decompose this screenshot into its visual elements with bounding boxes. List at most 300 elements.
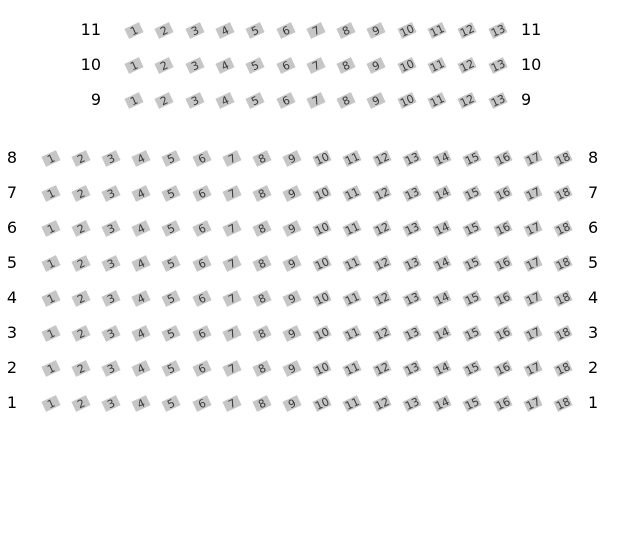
seat-number: 18 [553, 324, 572, 342]
seat-7-13[interactable] [403, 185, 422, 202]
seat-number: 15 [463, 289, 482, 307]
seat-10-11[interactable] [427, 57, 446, 74]
seat-6-12[interactable] [373, 220, 392, 237]
seat-number: 14 [433, 394, 452, 412]
seat-2-3[interactable] [102, 360, 121, 377]
seat-6-4[interactable] [132, 220, 151, 237]
seat-9-3[interactable] [185, 92, 204, 109]
seat-2-16[interactable] [493, 360, 512, 377]
seat-10-13[interactable] [488, 57, 507, 74]
seat-6-8[interactable] [252, 220, 271, 237]
seat-4-9[interactable] [282, 290, 301, 307]
seat-9-4[interactable] [215, 92, 234, 109]
seat-6-18[interactable] [553, 220, 572, 237]
row-label-right: 4 [588, 288, 599, 307]
seat-number: 16 [493, 184, 512, 202]
seat-8-2[interactable] [72, 150, 91, 167]
seat-9-8[interactable] [337, 92, 356, 109]
seat-1-14[interactable] [433, 395, 452, 412]
row-label-right: 8 [588, 148, 599, 167]
seat-number: 12 [373, 184, 392, 202]
seat-number: 6 [279, 92, 292, 108]
seat-1-12[interactable] [373, 395, 392, 412]
seat-6-16[interactable] [493, 220, 512, 237]
seat-number: 3 [105, 150, 118, 166]
seat-3-15[interactable] [463, 325, 482, 342]
seat-11-7[interactable] [306, 22, 325, 39]
seat-1-7[interactable] [222, 395, 241, 412]
seat-3-8[interactable] [252, 325, 271, 342]
seat-number: 15 [463, 359, 482, 377]
seat-10-1[interactable] [124, 57, 143, 74]
seat-8-12[interactable] [373, 150, 392, 167]
seat-number: 9 [285, 325, 298, 341]
seat-7-18[interactable] [553, 185, 572, 202]
seat-8-7[interactable] [222, 150, 241, 167]
seat-4-12[interactable] [373, 290, 392, 307]
seat-11-9[interactable] [367, 22, 386, 39]
seat-4-6[interactable] [192, 290, 211, 307]
seat-number: 14 [433, 359, 452, 377]
seat-1-13[interactable] [403, 395, 422, 412]
seat-number: 17 [523, 324, 542, 342]
seat-10-12[interactable] [458, 57, 477, 74]
seat-number: 7 [225, 395, 238, 411]
seat-number: 7 [225, 150, 238, 166]
seat-5-5[interactable] [162, 255, 181, 272]
seat-1-8[interactable] [252, 395, 271, 412]
seat-number: 12 [373, 359, 392, 377]
seat-2-14[interactable] [433, 360, 452, 377]
seat-number: 12 [373, 394, 392, 412]
seat-number: 10 [312, 289, 331, 307]
seat-8-5[interactable] [162, 150, 181, 167]
seat-4-16[interactable] [493, 290, 512, 307]
seat-7-3[interactable] [102, 185, 121, 202]
seat-number: 17 [523, 289, 542, 307]
seat-6-15[interactable] [463, 220, 482, 237]
seat-number: 2 [75, 150, 88, 166]
seat-11-8[interactable] [337, 22, 356, 39]
seat-number: 6 [195, 395, 208, 411]
seat-7-6[interactable] [192, 185, 211, 202]
seat-8-15[interactable] [463, 150, 482, 167]
row-label-left: 5 [6, 253, 17, 272]
seat-1-18[interactable] [553, 395, 572, 412]
seat-number: 1 [45, 290, 57, 306]
seat-7-7[interactable] [222, 185, 241, 202]
seat-number: 7 [309, 92, 322, 108]
seat-3-10[interactable] [312, 325, 331, 342]
seat-number: 8 [255, 255, 268, 271]
seat-2-18[interactable] [553, 360, 572, 377]
seat-4-8[interactable] [252, 290, 271, 307]
seat-7-5[interactable] [162, 185, 181, 202]
seat-2-2[interactable] [72, 360, 91, 377]
row-label-left: 10 [80, 55, 101, 74]
seat-number: 14 [433, 254, 452, 272]
seat-number: 2 [75, 360, 88, 376]
seat-number: 14 [433, 324, 452, 342]
seat-number: 12 [458, 91, 477, 109]
seat-10-10[interactable] [397, 57, 416, 74]
seat-1-9[interactable] [282, 395, 301, 412]
seat-11-4[interactable] [215, 22, 234, 39]
seat-number: 8 [255, 360, 268, 376]
seat-2-6[interactable] [192, 360, 211, 377]
seat-7-16[interactable] [493, 185, 512, 202]
seat-5-12[interactable] [373, 255, 392, 272]
seat-number: 7 [225, 185, 238, 201]
seat-3-18[interactable] [553, 325, 572, 342]
seat-number: 1 [128, 57, 140, 73]
seat-number: 6 [195, 150, 208, 166]
seat-11-12[interactable] [458, 22, 477, 39]
seat-3-16[interactable] [493, 325, 512, 342]
seat-11-6[interactable] [276, 22, 295, 39]
seat-2-12[interactable] [373, 360, 392, 377]
seat-1-3[interactable] [102, 395, 121, 412]
seat-4-13[interactable] [403, 290, 422, 307]
seat-4-18[interactable] [553, 290, 572, 307]
seat-7-4[interactable] [132, 185, 151, 202]
seat-number: 5 [165, 360, 178, 376]
seat-1-6[interactable] [192, 395, 211, 412]
seat-10-5[interactable] [246, 57, 265, 74]
seat-9-5[interactable] [246, 92, 265, 109]
seat-1-4[interactable] [132, 395, 151, 412]
seat-11-3[interactable] [185, 22, 204, 39]
seat-9-7[interactable] [306, 92, 325, 109]
seat-1-2[interactable] [72, 395, 91, 412]
seat-7-10[interactable] [312, 185, 331, 202]
seat-number: 16 [493, 289, 512, 307]
seat-number: 13 [403, 394, 422, 412]
seat-5-17[interactable] [523, 255, 542, 272]
seat-number: 3 [105, 360, 118, 376]
seat-number: 2 [75, 255, 88, 271]
seat-11-1[interactable] [124, 22, 143, 39]
seat-number: 11 [342, 219, 362, 237]
seat-number: 16 [493, 254, 512, 272]
seat-number: 11 [342, 359, 362, 377]
seat-number: 13 [403, 359, 422, 377]
seat-2-8[interactable] [252, 360, 271, 377]
seat-2-17[interactable] [523, 360, 542, 377]
seat-8-6[interactable] [192, 150, 211, 167]
seat-number: 4 [135, 395, 148, 411]
seat-10-4[interactable] [215, 57, 234, 74]
seat-number: 9 [370, 92, 383, 108]
seat-number: 14 [433, 289, 452, 307]
row-label-right: 11 [521, 20, 542, 39]
seat-7-1[interactable] [41, 185, 60, 202]
seat-5-9[interactable] [282, 255, 301, 272]
seat-7-12[interactable] [373, 185, 392, 202]
seat-8-8[interactable] [252, 150, 271, 167]
seat-number: 6 [195, 220, 208, 236]
seat-8-13[interactable] [403, 150, 422, 167]
seat-number: 17 [523, 359, 542, 377]
seat-number: 8 [255, 150, 268, 166]
row-label-right: 5 [588, 253, 599, 272]
seat-2-13[interactable] [403, 360, 422, 377]
seat-9-9[interactable] [367, 92, 386, 109]
seat-number: 1 [45, 150, 57, 166]
seat-9-2[interactable] [155, 92, 174, 109]
seat-5-10[interactable] [312, 255, 331, 272]
seat-number: 6 [279, 57, 292, 73]
seat-3-2[interactable] [72, 325, 91, 342]
seat-10-8[interactable] [337, 57, 356, 74]
seat-4-1[interactable] [41, 290, 60, 307]
row-label-left: 1 [6, 393, 17, 412]
row-label-right: 3 [588, 323, 599, 342]
seat-10-6[interactable] [276, 57, 295, 74]
seat-9-10[interactable] [397, 92, 416, 109]
seat-3-3[interactable] [102, 325, 121, 342]
seat-number: 5 [249, 57, 262, 73]
seat-6-14[interactable] [433, 220, 452, 237]
seat-number: 7 [309, 22, 322, 38]
seat-6-10[interactable] [312, 220, 331, 237]
seat-1-15[interactable] [463, 395, 482, 412]
seat-11-11[interactable] [427, 22, 446, 39]
seat-8-1[interactable] [41, 150, 60, 167]
row-label-left: 11 [80, 20, 101, 39]
seat-5-18[interactable] [553, 255, 572, 272]
seat-8-11[interactable] [342, 150, 361, 167]
seat-3-14[interactable] [433, 325, 452, 342]
seat-number: 15 [463, 184, 482, 202]
seat-3-12[interactable] [373, 325, 392, 342]
seat-number: 3 [188, 57, 201, 73]
seat-number: 1 [45, 255, 57, 271]
seat-8-16[interactable] [493, 150, 512, 167]
seat-number: 15 [463, 324, 482, 342]
seat-number: 9 [370, 22, 383, 38]
seat-9-6[interactable] [276, 92, 295, 109]
seat-4-17[interactable] [523, 290, 542, 307]
seat-number: 5 [165, 325, 178, 341]
seat-5-8[interactable] [252, 255, 271, 272]
seat-number: 6 [195, 325, 208, 341]
seat-6-17[interactable] [523, 220, 542, 237]
seat-number: 9 [285, 185, 298, 201]
seat-5-15[interactable] [463, 255, 482, 272]
row-label-left: 8 [6, 148, 17, 167]
seat-number: 15 [463, 394, 482, 412]
seat-number: 1 [128, 92, 140, 108]
seat-5-3[interactable] [102, 255, 121, 272]
seat-number: 18 [553, 184, 572, 202]
seat-number: 10 [312, 359, 331, 377]
seat-4-14[interactable] [433, 290, 452, 307]
seat-6-6[interactable] [192, 220, 211, 237]
seat-2-1[interactable] [41, 360, 60, 377]
seat-6-1[interactable] [41, 220, 60, 237]
seat-number: 18 [553, 394, 572, 412]
seat-number: 13 [403, 289, 422, 307]
seat-6-7[interactable] [222, 220, 241, 237]
seat-7-11[interactable] [342, 185, 361, 202]
seat-number: 10 [312, 219, 331, 237]
seat-number: 13 [488, 56, 507, 74]
seat-8-4[interactable] [132, 150, 151, 167]
seat-5-13[interactable] [403, 255, 422, 272]
seat-4-11[interactable] [342, 290, 361, 307]
row-label-right: 7 [588, 183, 599, 202]
seat-8-18[interactable] [553, 150, 572, 167]
seat-11-10[interactable] [397, 22, 416, 39]
seat-2-4[interactable] [132, 360, 151, 377]
seat-9-11[interactable] [427, 92, 446, 109]
seat-4-7[interactable] [222, 290, 241, 307]
seat-3-17[interactable] [523, 325, 542, 342]
seat-2-10[interactable] [312, 360, 331, 377]
seat-number: 2 [75, 220, 88, 236]
seat-3-7[interactable] [222, 325, 241, 342]
seat-number: 18 [553, 219, 572, 237]
seat-number: 17 [523, 394, 542, 412]
seat-4-3[interactable] [102, 290, 121, 307]
seat-5-14[interactable] [433, 255, 452, 272]
seat-10-2[interactable] [155, 57, 174, 74]
seat-number: 13 [403, 184, 422, 202]
seat-5-2[interactable] [72, 255, 91, 272]
seat-8-14[interactable] [433, 150, 452, 167]
seat-4-10[interactable] [312, 290, 331, 307]
seat-4-2[interactable] [72, 290, 91, 307]
seat-1-10[interactable] [312, 395, 331, 412]
seat-8-17[interactable] [523, 150, 542, 167]
seat-11-2[interactable] [155, 22, 174, 39]
seat-number: 12 [458, 56, 477, 74]
seat-number: 8 [255, 185, 268, 201]
seat-number: 11 [427, 91, 447, 109]
seat-number: 13 [403, 254, 422, 272]
seat-6-5[interactable] [162, 220, 181, 237]
seat-number: 12 [373, 149, 392, 167]
seat-6-2[interactable] [72, 220, 91, 237]
seat-number: 12 [373, 289, 392, 307]
seat-3-9[interactable] [282, 325, 301, 342]
seat-3-5[interactable] [162, 325, 181, 342]
seat-10-7[interactable] [306, 57, 325, 74]
seat-number: 5 [165, 150, 178, 166]
seat-4-5[interactable] [162, 290, 181, 307]
seat-number: 2 [158, 92, 171, 108]
seat-7-8[interactable] [252, 185, 271, 202]
seat-number: 6 [195, 360, 208, 376]
seat-5-11[interactable] [342, 255, 361, 272]
seat-3-6[interactable] [192, 325, 211, 342]
seat-6-3[interactable] [102, 220, 121, 237]
seat-number: 17 [523, 219, 542, 237]
seat-number: 2 [75, 395, 88, 411]
seat-number: 9 [285, 290, 298, 306]
seat-3-11[interactable] [342, 325, 361, 342]
seat-7-2[interactable] [72, 185, 91, 202]
seat-number: 1 [45, 220, 57, 236]
seat-8-10[interactable] [312, 150, 331, 167]
seat-number: 7 [225, 290, 238, 306]
seat-4-15[interactable] [463, 290, 482, 307]
seat-1-11[interactable] [342, 395, 361, 412]
seat-2-5[interactable] [162, 360, 181, 377]
seat-number: 2 [75, 325, 88, 341]
seat-number: 2 [158, 57, 171, 73]
seat-5-4[interactable] [132, 255, 151, 272]
seat-number: 11 [342, 394, 362, 412]
seat-number: 13 [403, 149, 422, 167]
seat-2-9[interactable] [282, 360, 301, 377]
seat-number: 5 [249, 92, 262, 108]
seat-8-3[interactable] [102, 150, 121, 167]
seat-8-9[interactable] [282, 150, 301, 167]
seat-7-15[interactable] [463, 185, 482, 202]
seat-number: 7 [225, 255, 238, 271]
seat-3-13[interactable] [403, 325, 422, 342]
seat-9-1[interactable] [124, 92, 143, 109]
seat-6-9[interactable] [282, 220, 301, 237]
row-label-left: 6 [6, 218, 17, 237]
seat-2-15[interactable] [463, 360, 482, 377]
seat-number: 4 [218, 57, 231, 73]
seat-number: 8 [340, 57, 353, 73]
seat-1-1[interactable] [41, 395, 60, 412]
seat-5-7[interactable] [222, 255, 241, 272]
seat-5-6[interactable] [192, 255, 211, 272]
seat-5-16[interactable] [493, 255, 512, 272]
seat-1-17[interactable] [523, 395, 542, 412]
seat-9-12[interactable] [458, 92, 477, 109]
seat-number: 14 [433, 184, 452, 202]
seat-number: 3 [105, 220, 118, 236]
row-label-left: 3 [6, 323, 17, 342]
seat-number: 13 [403, 324, 422, 342]
seat-4-4[interactable] [132, 290, 151, 307]
seat-9-13[interactable] [488, 92, 507, 109]
seat-7-9[interactable] [282, 185, 301, 202]
seat-number: 2 [75, 185, 88, 201]
seat-7-17[interactable] [523, 185, 542, 202]
seat-6-11[interactable] [342, 220, 361, 237]
seat-3-1[interactable] [41, 325, 60, 342]
seat-5-1[interactable] [41, 255, 60, 272]
seat-10-3[interactable] [185, 57, 204, 74]
seat-number: 10 [312, 184, 331, 202]
seat-number: 4 [135, 220, 148, 236]
seat-1-5[interactable] [162, 395, 181, 412]
seat-number: 8 [340, 22, 353, 38]
seat-7-14[interactable] [433, 185, 452, 202]
seat-number: 8 [255, 395, 268, 411]
seat-2-11[interactable] [342, 360, 361, 377]
seat-11-5[interactable] [246, 22, 265, 39]
seat-number: 5 [249, 22, 262, 38]
seat-2-7[interactable] [222, 360, 241, 377]
seat-number: 11 [342, 149, 362, 167]
seat-1-16[interactable] [493, 395, 512, 412]
seat-11-13[interactable] [488, 22, 507, 39]
seat-number: 9 [285, 360, 298, 376]
seat-6-13[interactable] [403, 220, 422, 237]
seat-3-4[interactable] [132, 325, 151, 342]
row-label-right: 2 [588, 358, 599, 377]
seat-number: 10 [312, 394, 331, 412]
seat-10-9[interactable] [367, 57, 386, 74]
